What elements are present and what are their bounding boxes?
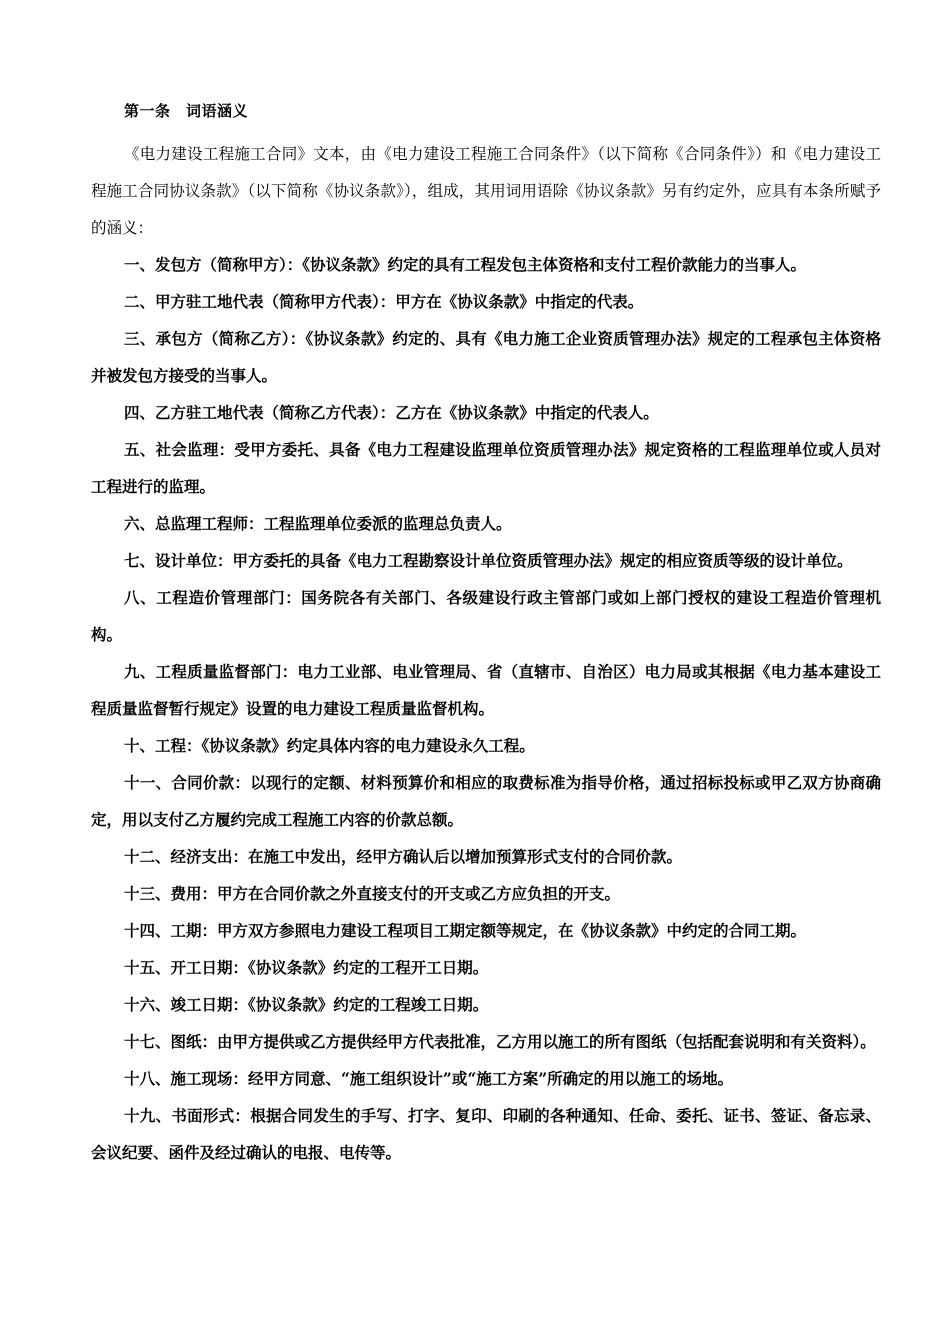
definition-clause-5: 五、社会监理：受甲方委托、具备《电力工程建设监理单位资质管理办法》规定资格的工程监理单位或人员对工程进行的监理。 xyxy=(91,440,881,496)
definition-clause-12: 十二、经济支出：在施工中发出，经甲方确认后以增加预算形式支付的合同价款。 xyxy=(124,847,683,866)
definition-clause-1: 一、发包方（简称甲方）：《协议条款》约定的具有工程发包主体资格和支付工程价款能力的当事人。 xyxy=(124,255,807,274)
definition-clause-13: 十三、费用：甲方在合同价款之外直接支付的开支或乙方应负担的开支。 xyxy=(124,884,621,903)
definition-clause-6: 六、总监理工程师：工程监理单位委派的监理总负责人。 xyxy=(124,514,512,533)
definition-clause-17: 十七、图纸：由甲方提供或乙方提供经甲方代表批准，乙方用以施工的所有图纸（包括配套说明和有关资料）。 xyxy=(124,1032,876,1051)
definition-clause-9: 九、工程质量监督部门：电力工业部、电业管理局、省（直辖市、自治区）电力局或其根据《电力基本建设工程质量监督暂行规定》设置的电力建设工程质量监督机构。 xyxy=(91,662,881,718)
definition-clause-14: 十四、工期：甲方双方参照电力建设工程项目工期定额等规定，在《协议条款》中约定的合同工期。 xyxy=(124,921,807,940)
definition-clause-8: 八、工程造价管理部门：国务院各有关部门、各级建设行政主管部门或如上部门授权的建设工程造价管理机构。 xyxy=(91,588,881,644)
definition-clause-7: 七、设计单位：甲方委托的具备《电力工程勘察设计单位资质管理办法》规定的相应资质等级的设计单位。 xyxy=(124,551,853,570)
definition-clause-19: 十九、书面形式：根据合同发生的手写、打字、复印、印刷的各种通知、任命、委托、证书、签证、备忘录、会议纪要、函件及经过确认的电报、电传等。 xyxy=(91,1106,881,1162)
definition-clause-16: 十六、竣工日期：《协议条款》约定的工程竣工日期。 xyxy=(124,995,489,1014)
definition-clause-18: 十八、施工现场：经甲方同意、“施工组织设计”或“施工方案”所确定的用以施工的场地。 xyxy=(124,1069,734,1088)
article-intro: 《电力建设工程施工合同》文本，由《电力建设工程施工合同条件》（以下简称《合同条件》）和《电力建设工程施工合同协议条款》（以下简称《协议条款》），组成，其用词用语除《协议条款》另有约定外，应具有本条所赋予的涵义： xyxy=(91,145,881,237)
definition-clause-15: 十五、开工日期：《协议条款》约定的工程开工日期。 xyxy=(124,958,489,977)
definition-clause-11: 十一、合同价款：以现行的定额、材料预算价和相应的取费标准为指导价格，通过招标投标或甲乙双方协商确定，用以支付乙方履约完成工程施工内容的价款总额。 xyxy=(91,773,881,829)
definition-clause-3: 三、承包方（简称乙方）：《协议条款》约定的、具有《电力施工企业资质管理办法》规定的工程承包主体资格并被发包方接受的当事人。 xyxy=(91,329,881,385)
definition-clause-10: 十、工程：《协议条款》约定具体内容的电力建设永久工程。 xyxy=(124,736,535,755)
article-title: 第一条 词语涵义 xyxy=(124,102,249,120)
definition-list xyxy=(91,246,881,1171)
definition-clause-4: 四、乙方驻工地代表（简称乙方代表）：乙方在《协议条款》中指定的代表人。 xyxy=(124,403,659,422)
definition-clause-2: 二、甲方驻工地代表（简称甲方代表）：甲方在《协议条款》中指定的代表。 xyxy=(124,292,644,311)
